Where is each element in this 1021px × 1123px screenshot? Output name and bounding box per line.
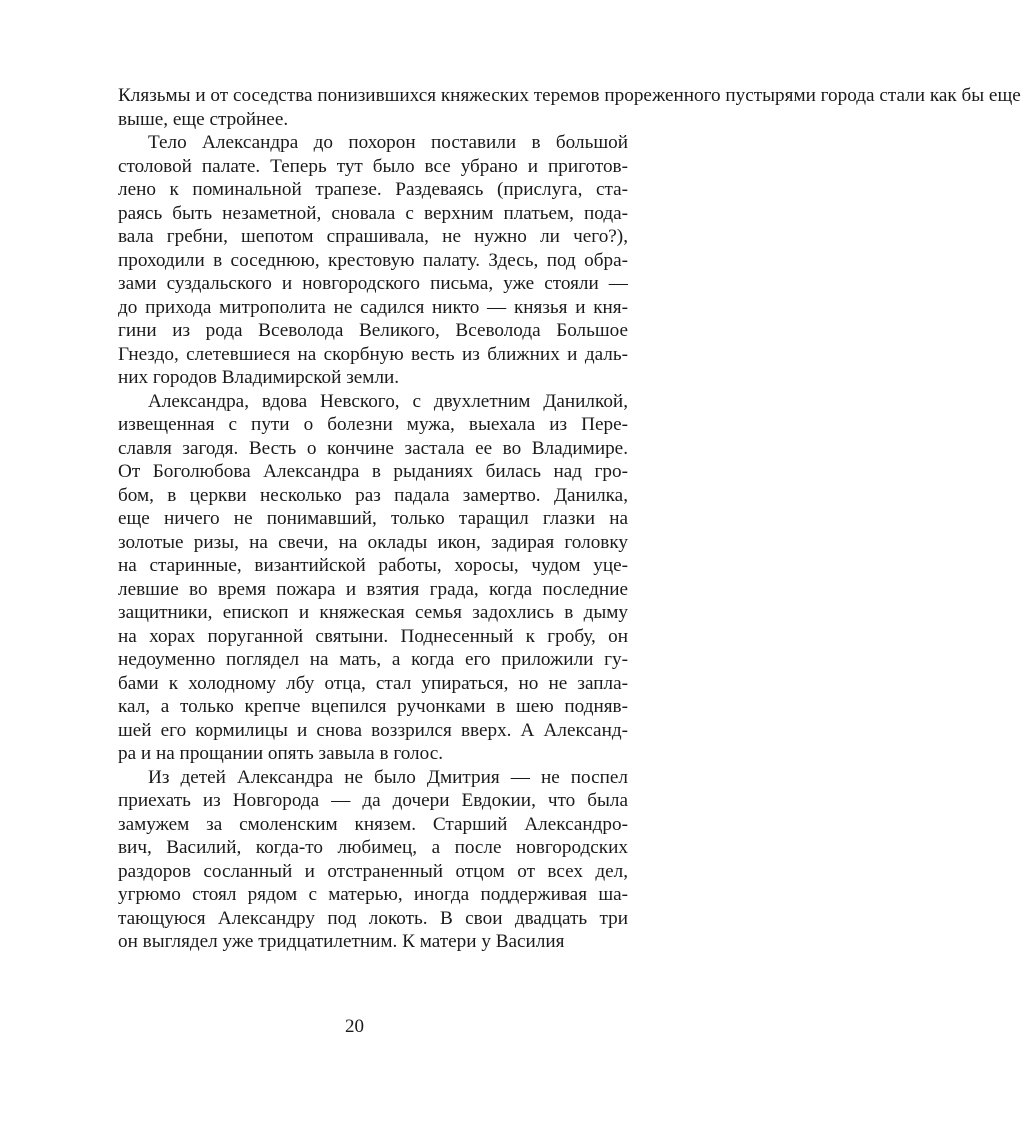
- text-line: вич, Василий, когда-то любимец, а после новгородских: [118, 837, 628, 858]
- text-line: столовой палате. Теперь тут было все убрано и приготов-: [118, 155, 628, 177]
- text-line: угрюмо стоял рядом с матерью, иногда поддерживая ша-: [118, 884, 628, 905]
- text-line: недоуменно поглядел на мать, а когда его приложили гу-: [118, 649, 628, 670]
- text-line: гини из рода Всеволода Великого, Всеволода Большое: [118, 320, 628, 341]
- text-line: зами суздальского и новгородского письма, уже стояли —: [118, 273, 628, 294]
- text-line: них городов Владимирской земли.: [118, 367, 400, 388]
- text-line: лено к поминальной трапезе. Раздеваясь (прислуга, ста-: [118, 179, 628, 200]
- text-line: Клязьмы и от соседства понизившихся княжеских теремов прореженного пустырями города стали как бы еще: [118, 85, 1021, 106]
- text-line: на хорах поруганной святыни. Поднесенный к гробу, он: [118, 625, 628, 647]
- text-line: Тело Александра до похорон поставили в большой: [148, 132, 628, 153]
- text-line: на старинные, византийской работы, хоросы, чудом уце-: [118, 555, 628, 576]
- text-line: извещенная с пути о болезни мужа, выехала из Пере-: [118, 414, 628, 435]
- text-line: защитники, епископ и княжеская семья задохлись в дыму: [118, 602, 628, 623]
- text-line: до прихода митрополита не садился никто — князья и кня-: [118, 296, 628, 318]
- text-line: раясь быть незаметной, сновала с верхним платьем, пода-: [118, 202, 628, 224]
- text-line: вала гребни, шепотом спрашивала, не нужно ли чего?),: [118, 226, 628, 247]
- text-line: проходили в соседнюю, крестовую палату. Здесь, под обра-: [118, 249, 628, 271]
- text-line: он выглядел уже тридцатилетним. К матери у Василия: [118, 931, 565, 952]
- text-line: бом, в церкви несколько раз падала замертво. Данилка,: [118, 484, 628, 506]
- text-line: еще ничего не понимавший, только таращил глазки на: [118, 508, 628, 529]
- text-line: выше, еще стройнее.: [118, 108, 289, 130]
- text-line: раздоров сосланный и отстраненный отцом от всех дел,: [118, 860, 628, 882]
- text-line: левшие во время пожара и взятия града, когда последние: [118, 578, 628, 600]
- page-number: 20: [345, 1016, 364, 1037]
- text-line: кал, а только крепче вцепился ручонками в шею подняв-: [118, 696, 628, 717]
- text-line: ра и на прощании опять завыла в голос.: [118, 743, 444, 764]
- text-line: славля загодя. Весть о кончине застала ее во Владимире.: [118, 437, 628, 459]
- text-line: Гнездо, слетевшиеся на скорбную весть из ближних и даль-: [118, 343, 628, 365]
- text-line: Александра, вдова Невского, с двухлетним Данилкой,: [148, 390, 628, 412]
- paragraph: [118, 390, 628, 766]
- text-line: бами к холодному лбу отца, стал упираться, но не запла-: [118, 672, 628, 694]
- text-line: тающуюся Александру под локоть. В свои двадцать три: [118, 907, 628, 929]
- text-line: От Боголюбова Александра в рыданиях билась над гро-: [118, 461, 628, 482]
- paragraph: [118, 766, 628, 954]
- text-line: Из детей Александра не было Дмитрия — не поспел: [148, 766, 628, 788]
- text-line: замужем за смоленским князем. Старший Александро-: [118, 813, 628, 835]
- text-line: шей его кормилицы и снова воззрился вверх. А Александ-: [118, 719, 628, 741]
- paragraph: [118, 131, 628, 390]
- text-line: золотые ризы, на свечи, на оклады икон, задирая головку: [118, 531, 628, 553]
- paragraph: [118, 84, 1021, 131]
- body-text: [118, 84, 1021, 954]
- text-line: приехать из Новгорода — да дочери Евдокии, что была: [118, 790, 628, 811]
